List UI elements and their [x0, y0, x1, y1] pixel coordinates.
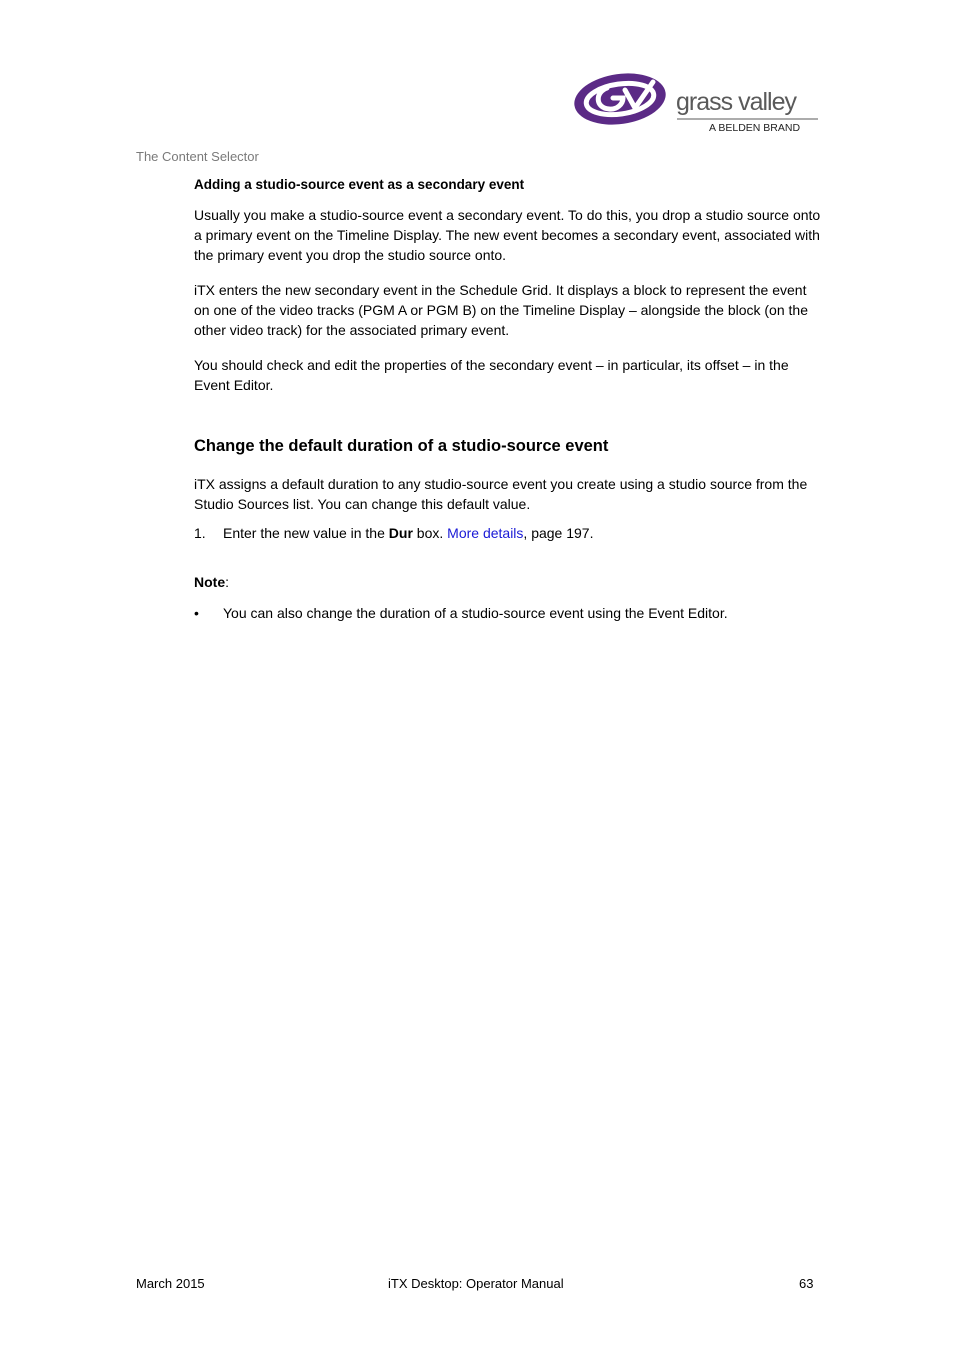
paragraph-1: Usually you make a studio-source event a secondary event. To do this, you drop a studio source onto a primary event on the Timeline Display. The new event becomes a secondary event, associated with the primary event you drop the studio source onto. — [194, 207, 821, 263]
dur-term: Dur — [388, 525, 413, 541]
note-label-colon: : — [225, 574, 230, 590]
svg-text:grass valley: grass valley — [676, 88, 796, 116]
heading-default-duration: Change the default duration of a studio-source event — [194, 437, 609, 455]
page-content — [194, 175, 824, 623]
more-details-link[interactable]: More details — [447, 525, 524, 541]
step-text-before: Enter the new value in the — [223, 525, 389, 541]
note-bullet-text: You can also change the duration of a studio-source event using the Event Editor. — [223, 605, 728, 621]
note-bullet-item — [194, 603, 824, 623]
step-text-after: , page 197. — [523, 525, 594, 541]
paragraph-3: You should check and edit the properties of the secondary event – in particular, its offset – in the Event Editor. — [194, 357, 789, 393]
grass-valley-logo — [573, 70, 823, 136]
step-1 — [194, 523, 824, 543]
bullet-icon: • — [194, 605, 199, 621]
step-number: 1. — [194, 525, 206, 541]
paragraph-intro: iTX assigns a default duration to any studio-source event you create using a studio source from the Studio Sources list. You can change this default value. — [194, 476, 808, 512]
subheading-secondary-event: Adding a studio-source event as a secondary event — [194, 177, 525, 192]
svg-text:A BELDEN BRAND: A BELDEN BRAND — [709, 122, 801, 134]
running-header: The Content Selector — [136, 149, 259, 164]
footer-title: iTX Desktop: Operator Manual — [388, 1276, 564, 1291]
note-label — [194, 572, 824, 592]
paragraph-2: iTX enters the new secondary event in the Schedule Grid. It displays a block to represent the event on one of the video tracks (PGM A or PGM B) on the Timeline Display – alongside the block (on the other video track) for the associated primary event. — [194, 282, 808, 338]
step-text-middle: box. — [412, 525, 448, 541]
note-label-text: Note — [194, 574, 226, 590]
footer-date: March 2015 — [136, 1276, 205, 1291]
footer-page-number: 63 — [799, 1276, 814, 1291]
